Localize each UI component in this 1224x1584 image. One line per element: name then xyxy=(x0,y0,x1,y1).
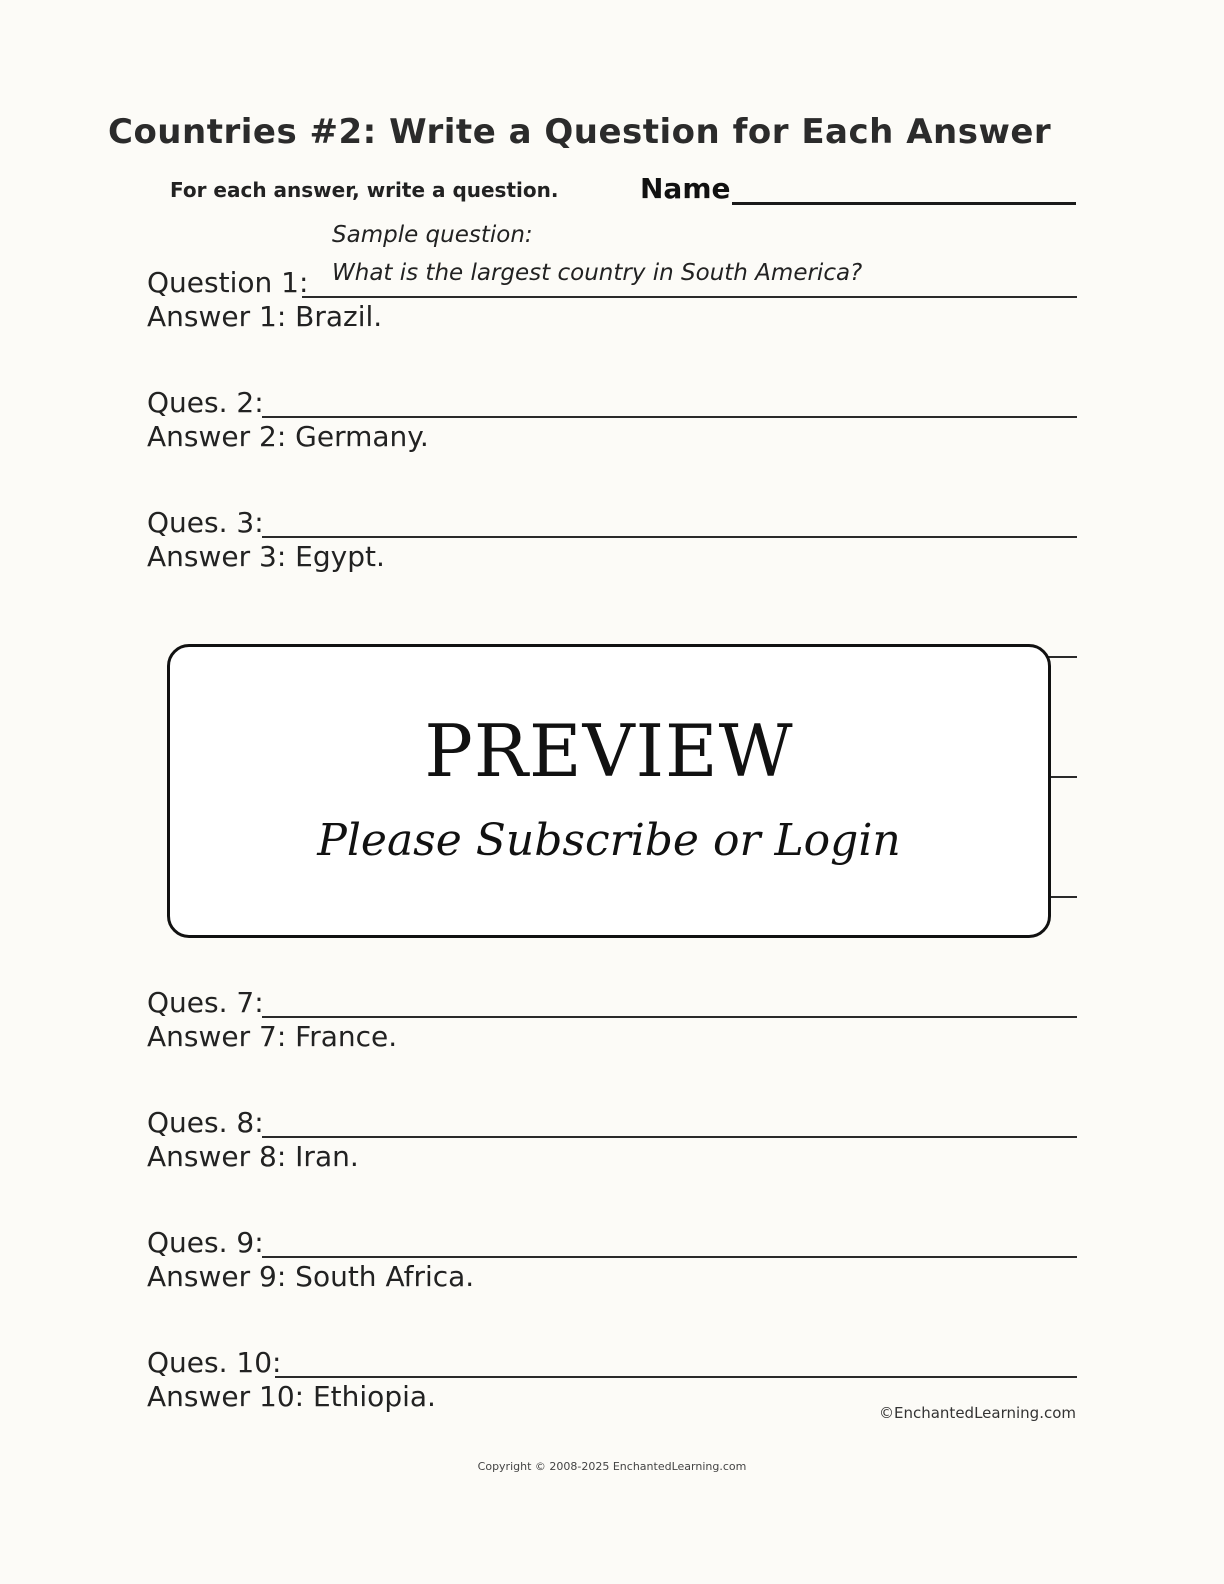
question-line xyxy=(262,1256,1077,1258)
answer-text: Answer 9: South Africa. xyxy=(147,1260,475,1293)
preview-title: PREVIEW xyxy=(424,709,794,793)
question-line xyxy=(262,536,1077,538)
question-label: Ques. 2: xyxy=(147,386,264,419)
name-label: Name xyxy=(640,172,731,205)
answer-text: Answer 7: France. xyxy=(147,1020,398,1053)
answer-text: Answer 2: Germany. xyxy=(147,420,429,453)
question-label: Ques. 7: xyxy=(147,986,264,1019)
subscribe-login-prompt[interactable]: Please Subscribe or Login xyxy=(317,815,901,866)
instructions-text: For each answer, write a question. xyxy=(170,178,559,202)
name-line xyxy=(732,202,1076,205)
question-line xyxy=(302,296,1077,298)
question-label: Ques. 9: xyxy=(147,1226,264,1259)
sample-question-label: Sample question: xyxy=(332,222,533,248)
preview-overlay[interactable] xyxy=(167,644,1051,938)
watermark-text: ©EnchantedLearning.com xyxy=(879,1404,1076,1422)
qa-item-1 xyxy=(147,266,1077,346)
qa-item-2 xyxy=(147,386,1077,466)
question-label: Ques. 10: xyxy=(147,1346,282,1379)
question-line xyxy=(262,1136,1077,1138)
question-line xyxy=(275,1376,1077,1378)
qa-item-7 xyxy=(147,986,1077,1066)
qa-item-3 xyxy=(147,506,1077,586)
answer-text: Answer 10: Ethiopia. xyxy=(147,1380,436,1413)
answer-text: Answer 8: Iran. xyxy=(147,1140,359,1173)
question-label: Ques. 8: xyxy=(147,1106,264,1139)
qa-item-8 xyxy=(147,1106,1077,1186)
answer-text: Answer 1: Brazil. xyxy=(147,300,383,333)
question-label: Ques. 3: xyxy=(147,506,264,539)
question-line xyxy=(262,1016,1077,1018)
copyright-notice: Copyright © 2008-2025 EnchantedLearning.com xyxy=(477,1460,747,1473)
question-label: Question 1: xyxy=(147,266,309,299)
answer-text: Answer 3: Egypt. xyxy=(147,540,385,573)
question-line xyxy=(262,416,1077,418)
sample-question-text: What is the largest country in South America? xyxy=(332,260,863,286)
qa-item-9 xyxy=(147,1226,1077,1306)
worksheet-title: Countries #2: Write a Question for Each Answer xyxy=(108,112,1052,152)
